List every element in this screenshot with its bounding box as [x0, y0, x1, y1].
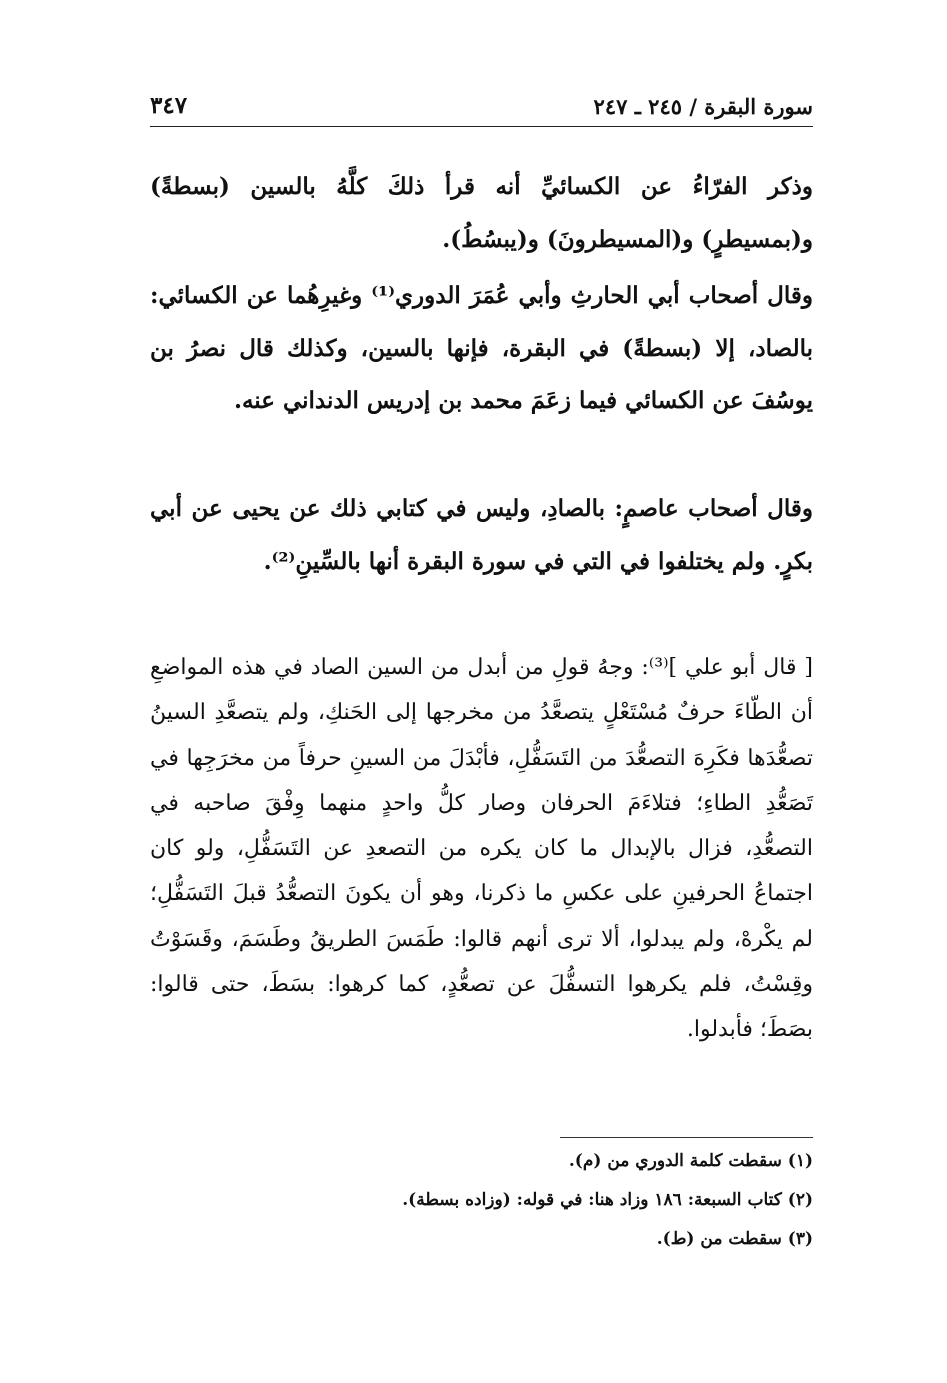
paragraph-abu-al-harith: وقال أصحاب أبي الحارثِ وأبي عُمَرَ الدوري⁽¹⁾ وغيرِهُما عن الكسائي: بالصاد، إلا (بسطةً) في البقرة، فإنها بالسين، وكذلك قال نصرُ بن يوسُفَ عن الكسائي فيما زعَمَ محمد بن إدريس الدنداني عنه.: [150, 282, 813, 414]
footnote-2: (٢) كتاب السبعة: ١٨٦ وزاد هنا: في قوله: (وزاده بسطة).: [402, 1190, 813, 1210]
paragraph-farra: وذكر الفرّاءُ عن الكسائيِّ أنه قرأ ذلكَ كلَّهُ بالسين (بسطةً) و(بمسيطرٍ) و(المسيطرونَ) و(يبسُطُ).: [150, 173, 813, 253]
running-title: سورة البقرة / ٢٤٥ ـ ٢٤٧: [593, 94, 813, 119]
footnote-1: (١) سقطت كلمة الدوري من (م).: [568, 1151, 813, 1171]
paragraph-asim: وقال أصحاب عاصمٍ: بالصادِ، وليس في كتابي ذلك عن يحيى عن أبي بكرٍ. ولم يختلفوا في التي في سورة البقرة أنها بالسِّينِ⁽²⁾.: [150, 495, 813, 575]
paragraph-abu-ali: [ قال أبو علي ]⁽³⁾: وجهُ قولِ من أبدل من السين الصاد في هذه المواضعِ أن الطّاءَ حرفٌ مُسْتَعْلٍ يتصعَّدُ من مخرجها إلى الحَنكِ، ولم يتصعَّدِ السينُ تصعُّدَها فكَرِهَ التصعُّدَ من التَسَفُّلِ، فأبْدَلَ من السينِ حرفاً من مخرَجِها في تَصَعُّدِ الطاءِ؛ فتلاءَمَ الحرفان وصار كلُّ واحدٍ منهما وِفْقَ صاحبه في التصعُّدِ، فزال بالإبدال ما كان يكره من التصعدِ عن التَسَفُّلِ، ولو كان اجتماعُ الحرفينِ على عكسِ ما ذكرنا، وهو أن يكونَ التصعُّدُ قبلَ التَسَفُّلِ؛ لم يكْرهْ، ولم يبدلوا، ألا ترى أنهم قالوا: طَمَسَ الطريقُ وطَسَمَ، وقَسَوْتُ وقِسْتُ، فلم يكرهوا التسفُّلَ عن تصعُّدٍ، كما كرهوا: بسَطَ، حتى قالوا: بصَطَ؛ فأبدلوا.: [150, 655, 813, 1043]
footnote-3: (٣) سقطت من (ط).: [656, 1229, 813, 1249]
page-number: ٣٤٧: [150, 92, 188, 119]
page-header: [150, 92, 813, 127]
footnote-divider: [560, 1137, 813, 1138]
